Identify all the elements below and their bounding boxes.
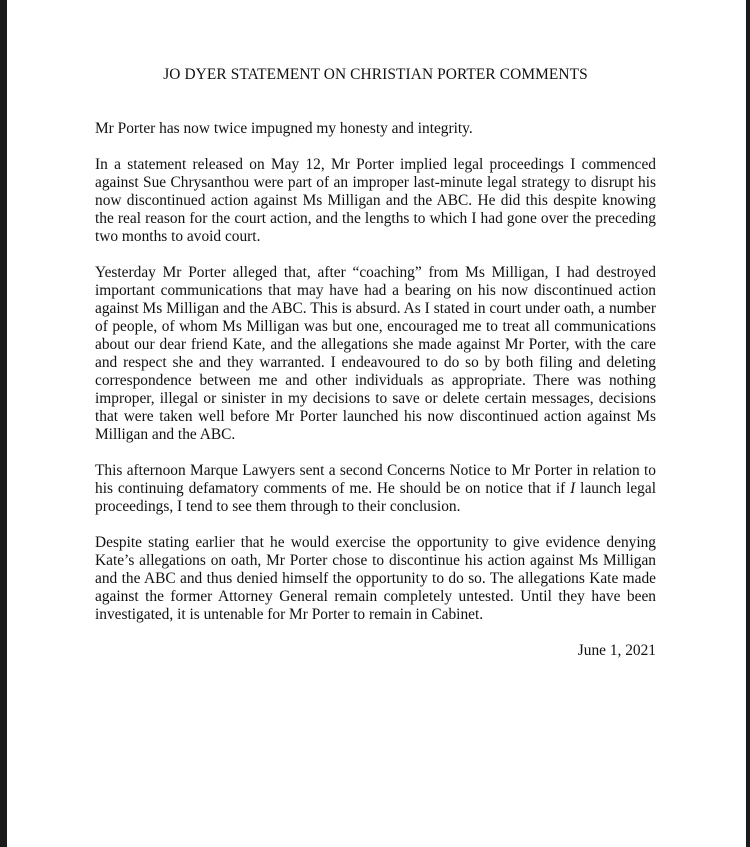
paragraph-4	[95, 462, 656, 516]
statement-body	[95, 66, 656, 660]
paragraph-4-italic-word: I	[570, 480, 576, 497]
paragraph-1: Mr Porter has now twice impugned my honesty and integrity.	[95, 120, 473, 137]
paragraph-4-part-2: launch legal proceedings, I tend to see them through to their conclusion.	[95, 480, 656, 515]
paragraph-4-part-1: This afternoon Marque Lawyers sent a second Concerns Notice to Mr Porter in relation to his continuing defamatory comments of me. He should be on notice that if	[95, 462, 656, 497]
statement-title: JO DYER STATEMENT ON CHRISTIAN PORTER COMMENTS	[163, 66, 588, 83]
scan-right-border	[746, 0, 750, 847]
scan-left-border	[0, 0, 7, 847]
statement-date: June 1, 2021	[577, 642, 656, 659]
paragraph-5: Despite stating earlier that he would exercise the opportunity to give evidence denying Kate’s allegations on oath, Mr Porter chose to discontinue his action against Ms Milligan and the ABC and thus denied himself the opportunity to do so. The allegations Kate made against the former Attorney General remain completely untested. Until they have been investigated, it is untenable for Mr Porter to remain in Cabinet.	[95, 534, 656, 623]
paragraph-2: In a statement released on May 12, Mr Porter implied legal proceedings I commenced against Sue Chrysanthou were part of an improper last-minute legal strategy to disrupt his now discontinued action against Ms Milligan and the ABC. He did this despite knowing the real reason for the court action, and the lengths to which I had gone over the preceding two months to avoid court.	[95, 156, 656, 245]
paragraph-3: Yesterday Mr Porter alleged that, after “coaching” from Ms Milligan, I had destroyed important communications that may have had a bearing on his now discontinued action against Ms Milligan and the ABC. This is absurd. As I stated in court under oath, a number of people, of whom Ms Milligan was but one, encouraged me to treat all communications about our dear friend Kate, and the allegations she made against Mr Porter, with the care and respect she and they warranted. I endeavoured to do so by both filing and deleting correspondence between me and other individuals as appropriate. There was nothing improper, illegal or sinister in my decisions to save or delete certain messages, decisions that were taken well before Mr Porter launched his now discontinued action against Ms Milligan and the ABC.	[95, 264, 656, 443]
